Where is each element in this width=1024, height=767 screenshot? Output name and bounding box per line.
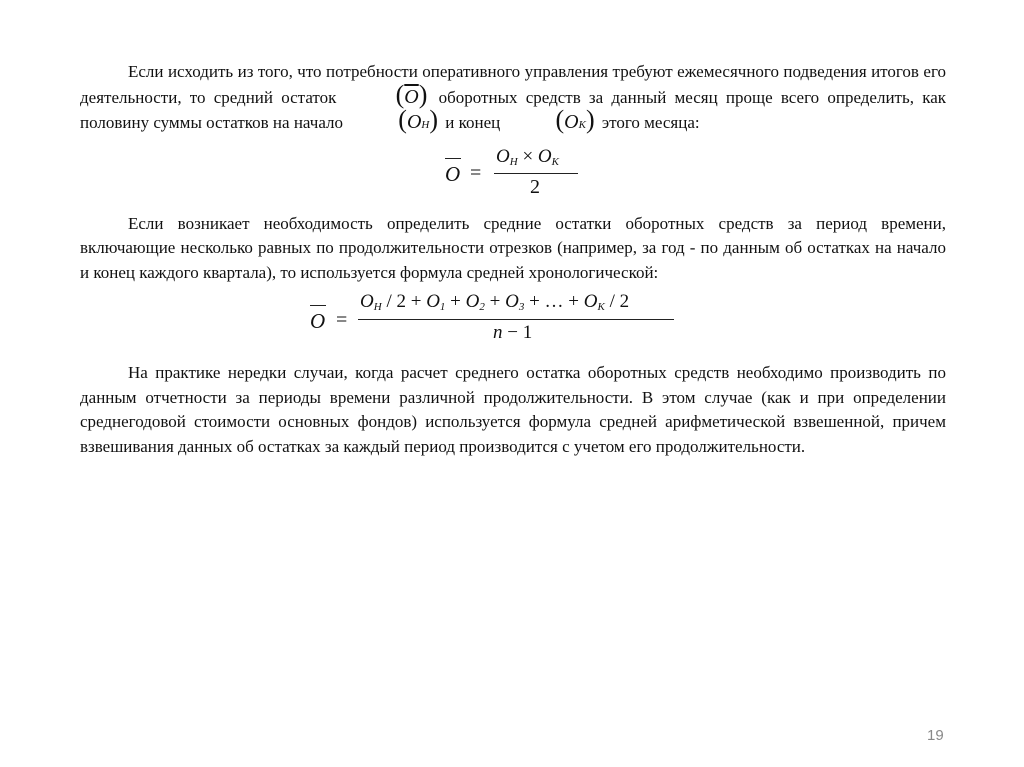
start-balance-symbol: (OН) <box>398 105 439 134</box>
avg-balance-symbol: $(\overline{O})$ <box>395 79 428 109</box>
formula-1-equals: = <box>470 161 482 184</box>
formula-2-numerator: OН / 2 + O1 + O2 + O3 + … + OК / 2 <box>360 291 630 313</box>
paragraph-1-part-3: и конец <box>445 113 501 132</box>
end-balance-symbol: (OК) <box>555 105 595 134</box>
paragraph-3: На практике нередки случаи, когда расчет среднего остатка оборотных средств необходимо производить по данным отчетности за периоды времени различной продолжительности. В этом случае (как и при определении среднегодовой стоимости основных фондов) используется формула средней арифметической взвешенной, причем взвешивания данных об остатках за каждый период производится с учетом его продолжительности. <box>80 363 946 456</box>
formula-1-denominator: 2 <box>530 175 540 198</box>
formula-average-balance <box>80 146 946 204</box>
paragraph-1-part-2: оборотных средств за данный месяц проще всего определить, как половину суммы остатков на начало <box>80 87 947 132</box>
paragraph-2: Если возникает необходимость определить средние остатки оборотных средств за период времени, включающие несколько равных по продолжительности отрезков (например, за год - по данным об остатках на начало и конец каждого квартала), то используется формула средней хронологической: <box>80 213 946 282</box>
formula-1-numerator: OН × OК <box>496 145 559 168</box>
formula-1-lhs: O <box>445 162 460 187</box>
formula-2-denominator: n − 1 <box>493 322 533 343</box>
formula-2-lhs: O <box>310 309 325 334</box>
paragraph-1-part-4: этого месяца: <box>601 113 700 132</box>
formula-2-equals: = <box>336 309 348 331</box>
page-number: 19 <box>927 727 944 744</box>
formula-chronological-average <box>80 291 946 353</box>
paragraph-1-part-1: Если исходить из того, что потребности оперативного управления требуют ежемесячного подведения итогов его деятельности, то средний остаток <box>80 62 946 107</box>
formula-1-fraction-bar <box>494 173 578 174</box>
formula-2-fraction-bar <box>358 319 674 320</box>
paragraph-1 <box>80 60 946 138</box>
document-page <box>80 60 946 459</box>
